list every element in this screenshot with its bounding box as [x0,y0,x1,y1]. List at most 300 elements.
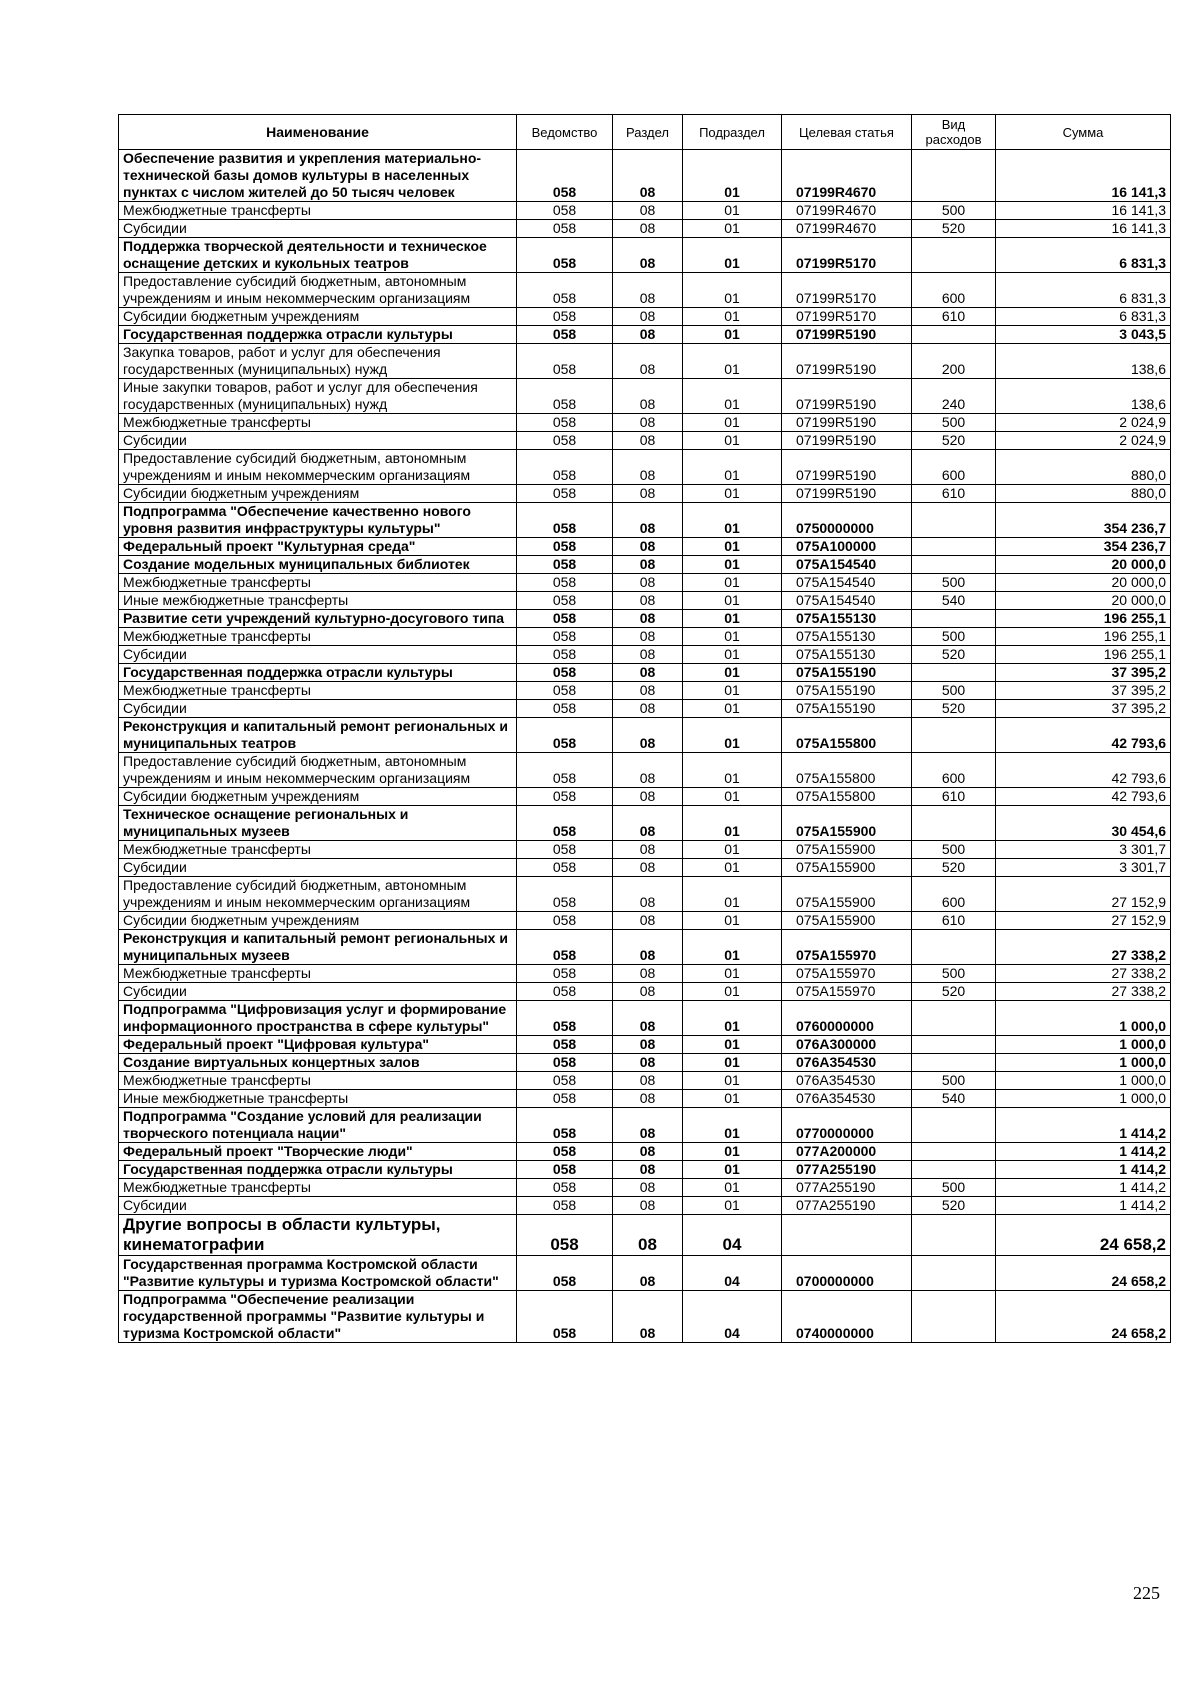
table-row [119,1179,1171,1197]
cell-amount: 1 414,2 [996,1161,1171,1179]
cell-subsection: 04 [683,1256,782,1291]
cell-section: 08 [613,1143,683,1161]
cell-expense-type [912,1143,996,1161]
cell-target-article: 0760000000 [782,1001,912,1036]
cell-target-article: 07199R5190 [782,344,912,379]
cell-subsection: 01 [683,503,782,538]
cell-section: 08 [613,574,683,592]
table-row [119,1215,1171,1256]
cell-target-article: 075A154540 [782,592,912,610]
table-row [119,592,1171,610]
cell-name: Субсидии [119,220,517,238]
cell-name: Создание виртуальных концертных залов [119,1054,517,1072]
cell-department: 058 [517,1072,613,1090]
cell-subsection: 01 [683,664,782,682]
cell-target-article: 07199R5190 [782,432,912,450]
cell-amount: 27 152,9 [996,877,1171,912]
cell-section: 08 [613,592,683,610]
cell-target-article: 076A354530 [782,1072,912,1090]
cell-department: 058 [517,1143,613,1161]
cell-department: 058 [517,1291,613,1343]
cell-department: 058 [517,1108,613,1143]
cell-department: 058 [517,556,613,574]
cell-target-article: 0770000000 [782,1108,912,1143]
cell-department: 058 [517,841,613,859]
cell-section: 08 [613,753,683,788]
table-row [119,379,1171,414]
cell-section: 08 [613,344,683,379]
cell-subsection: 01 [683,273,782,308]
cell-expense-type: 600 [912,877,996,912]
cell-subsection: 01 [683,1036,782,1054]
cell-department: 058 [517,432,613,450]
cell-amount: 24 658,2 [996,1291,1171,1343]
table-row [119,574,1171,592]
cell-expense-type: 610 [912,788,996,806]
cell-amount: 16 141,3 [996,202,1171,220]
table-row [119,1161,1171,1179]
cell-section: 08 [613,983,683,1001]
cell-expense-type: 610 [912,485,996,503]
table-row [119,1291,1171,1343]
cell-subsection: 01 [683,841,782,859]
cell-section: 08 [613,788,683,806]
cell-subsection: 04 [683,1291,782,1343]
cell-subsection: 01 [683,432,782,450]
cell-name: Субсидии бюджетным учреждениям [119,788,517,806]
cell-target-article: 075A155130 [782,646,912,664]
cell-amount: 1 000,0 [996,1036,1171,1054]
cell-expense-type: 500 [912,841,996,859]
table-row [119,877,1171,912]
cell-target-article: 07199R5190 [782,379,912,414]
cell-amount: 20 000,0 [996,592,1171,610]
cell-target-article: 07199R5170 [782,273,912,308]
cell-department: 058 [517,965,613,983]
table-row [119,1054,1171,1072]
cell-department: 058 [517,1215,613,1256]
cell-section: 08 [613,1036,683,1054]
cell-department: 058 [517,877,613,912]
cell-amount: 42 793,6 [996,718,1171,753]
cell-expense-type: 500 [912,682,996,700]
cell-expense-type: 610 [912,912,996,930]
cell-subsection: 01 [683,574,782,592]
cell-name: Межбюджетные трансферты [119,841,517,859]
cell-target-article: 075A155190 [782,664,912,682]
cell-expense-type: 500 [912,414,996,432]
page-number: 225 [1133,1583,1160,1603]
cell-target-article: 07199R5170 [782,238,912,273]
cell-subsection: 01 [683,450,782,485]
cell-amount: 30 454,6 [996,806,1171,841]
cell-name: Субсидии [119,432,517,450]
cell-target-article: 075A155800 [782,753,912,788]
cell-section: 08 [613,414,683,432]
cell-department: 058 [517,1256,613,1291]
cell-expense-type [912,806,996,841]
cell-name: Субсидии бюджетным учреждениям [119,308,517,326]
table-row [119,1090,1171,1108]
header-expense-type: Вид расходов [912,115,996,150]
table-header-row [119,115,1171,150]
cell-target-article: 07199R4670 [782,220,912,238]
cell-section: 08 [613,450,683,485]
cell-department: 058 [517,1161,613,1179]
table-row [119,308,1171,326]
cell-department: 058 [517,503,613,538]
cell-department: 058 [517,1197,613,1215]
cell-target-article: 07199R5190 [782,450,912,485]
table-row [119,538,1171,556]
cell-subsection: 01 [683,308,782,326]
cell-amount: 880,0 [996,450,1171,485]
cell-target-article: 075A155970 [782,930,912,965]
table-row [119,983,1171,1001]
cell-amount: 20 000,0 [996,574,1171,592]
cell-department: 058 [517,202,613,220]
table-row [119,646,1171,664]
cell-department: 058 [517,344,613,379]
table-row [119,718,1171,753]
cell-amount: 196 255,1 [996,628,1171,646]
cell-expense-type: 500 [912,202,996,220]
cell-amount: 42 793,6 [996,753,1171,788]
cell-section: 08 [613,1291,683,1343]
cell-expense-type [912,1291,996,1343]
cell-target-article: 075A155900 [782,877,912,912]
cell-subsection: 01 [683,1161,782,1179]
table-row [119,753,1171,788]
cell-target-article: 075A154540 [782,556,912,574]
cell-section: 08 [613,1001,683,1036]
cell-section: 08 [613,432,683,450]
cell-target-article: 075A155900 [782,912,912,930]
cell-amount: 138,6 [996,344,1171,379]
cell-subsection: 01 [683,556,782,574]
cell-amount: 2 024,9 [996,414,1171,432]
table-row [119,503,1171,538]
table-row [119,450,1171,485]
cell-subsection: 01 [683,610,782,628]
table-row [119,841,1171,859]
cell-section: 08 [613,664,683,682]
cell-amount: 138,6 [996,379,1171,414]
cell-section: 08 [613,841,683,859]
cell-name: Закупка товаров, работ и услуг для обеспечения государственных (муниципальных) нужд [119,344,517,379]
cell-target-article: 0740000000 [782,1291,912,1343]
cell-expense-type [912,1108,996,1143]
cell-department: 058 [517,718,613,753]
cell-amount: 3 301,7 [996,841,1171,859]
cell-target-article: 075A155130 [782,628,912,646]
cell-subsection: 01 [683,859,782,877]
cell-section: 08 [613,628,683,646]
cell-department: 058 [517,859,613,877]
cell-department: 058 [517,753,613,788]
cell-amount: 20 000,0 [996,556,1171,574]
cell-target-article: 075A155970 [782,965,912,983]
header-name: Наименование [119,115,517,150]
cell-amount: 6 831,3 [996,273,1171,308]
cell-target-article: 075A100000 [782,538,912,556]
table-row [119,202,1171,220]
cell-department: 058 [517,273,613,308]
cell-subsection: 01 [683,1143,782,1161]
cell-section: 08 [613,1108,683,1143]
table-row [119,1001,1171,1036]
table-row [119,238,1171,273]
cell-subsection: 01 [683,718,782,753]
cell-amount: 37 395,2 [996,682,1171,700]
cell-amount: 37 395,2 [996,664,1171,682]
table-row [119,556,1171,574]
cell-name: Межбюджетные трансферты [119,574,517,592]
cell-subsection: 01 [683,912,782,930]
cell-name: Государственная программа Костромской области "Развитие культуры и туризма Костромской области" [119,1256,517,1291]
cell-expense-type [912,538,996,556]
cell-name: Предоставление субсидий бюджетным, автономным учреждениям и иным некоммерческим организациям [119,273,517,308]
header-amount: Сумма [996,115,1171,150]
cell-amount: 6 831,3 [996,308,1171,326]
cell-amount: 24 658,2 [996,1215,1171,1256]
cell-section: 08 [613,379,683,414]
cell-section: 08 [613,859,683,877]
cell-department: 058 [517,682,613,700]
cell-target-article: 0700000000 [782,1256,912,1291]
cell-target-article: 075A155800 [782,788,912,806]
cell-department: 058 [517,1036,613,1054]
cell-amount: 1 414,2 [996,1108,1171,1143]
cell-amount: 880,0 [996,485,1171,503]
table-row [119,930,1171,965]
cell-subsection: 01 [683,485,782,503]
cell-expense-type [912,503,996,538]
cell-section: 08 [613,682,683,700]
cell-target-article: 07199R5190 [782,414,912,432]
cell-amount: 1 000,0 [996,1001,1171,1036]
cell-expense-type [912,326,996,344]
cell-department: 058 [517,485,613,503]
cell-expense-type: 500 [912,965,996,983]
cell-target-article: 076A354530 [782,1090,912,1108]
cell-department: 058 [517,912,613,930]
cell-amount: 3 043,5 [996,326,1171,344]
budget-table [118,114,1171,1343]
cell-name: Государственная поддержка отрасли культуры [119,664,517,682]
cell-subsection: 01 [683,1072,782,1090]
cell-department: 058 [517,238,613,273]
cell-target-article: 075A155970 [782,983,912,1001]
cell-target-article: 075A155900 [782,841,912,859]
cell-expense-type: 520 [912,859,996,877]
cell-name: Федеральный проект "Творческие люди" [119,1143,517,1161]
cell-department: 058 [517,930,613,965]
cell-amount: 196 255,1 [996,610,1171,628]
cell-name: Предоставление субсидий бюджетным, автономным учреждениям и иным некоммерческим организациям [119,450,517,485]
cell-department: 058 [517,646,613,664]
cell-amount: 16 141,3 [996,150,1171,202]
cell-expense-type [912,1054,996,1072]
cell-subsection: 01 [683,238,782,273]
cell-target-article: 075A155190 [782,700,912,718]
cell-expense-type [912,556,996,574]
cell-subsection: 01 [683,628,782,646]
cell-name: Создание модельных муниципальных библиотек [119,556,517,574]
cell-expense-type [912,930,996,965]
cell-department: 058 [517,700,613,718]
cell-name: Государственная поддержка отрасли культуры [119,326,517,344]
table-row [119,610,1171,628]
cell-target-article: 075A155190 [782,682,912,700]
cell-section: 08 [613,1090,683,1108]
cell-subsection: 01 [683,1179,782,1197]
table-row [119,965,1171,983]
header-department: Ведомство [517,115,613,150]
table-row [119,485,1171,503]
cell-expense-type: 500 [912,628,996,646]
cell-amount: 196 255,1 [996,646,1171,664]
cell-subsection: 01 [683,150,782,202]
cell-section: 08 [613,202,683,220]
cell-name: Техническое оснащение региональных и муниципальных музеев [119,806,517,841]
cell-name: Обеспечение развития и укрепления материально-технической базы домов культуры в населенных пунктах с числом жителей до 50 тысяч человек [119,150,517,202]
cell-amount: 1 414,2 [996,1143,1171,1161]
cell-subsection: 01 [683,344,782,379]
cell-section: 08 [613,1161,683,1179]
cell-expense-type: 600 [912,450,996,485]
cell-name: Межбюджетные трансферты [119,1072,517,1090]
cell-target-article: 077A200000 [782,1143,912,1161]
header-target-article: Целевая статья [782,115,912,150]
table-row [119,1197,1171,1215]
cell-expense-type: 520 [912,983,996,1001]
cell-subsection: 01 [683,379,782,414]
table-row [119,344,1171,379]
cell-amount: 6 831,3 [996,238,1171,273]
cell-target-article: 075A155130 [782,610,912,628]
table-row [119,806,1171,841]
cell-name: Подпрограмма "Создание условий для реализации творческого потенциала нации" [119,1108,517,1143]
cell-amount: 2 024,9 [996,432,1171,450]
cell-amount: 1 000,0 [996,1054,1171,1072]
cell-subsection: 01 [683,965,782,983]
cell-amount: 354 236,7 [996,503,1171,538]
cell-section: 08 [613,308,683,326]
table-row [119,1143,1171,1161]
cell-section: 08 [613,1197,683,1215]
cell-name: Предоставление субсидий бюджетным, автономным учреждениям и иным некоммерческим организациям [119,753,517,788]
cell-department: 058 [517,538,613,556]
cell-amount: 37 395,2 [996,700,1171,718]
cell-amount: 42 793,6 [996,788,1171,806]
cell-expense-type: 520 [912,1197,996,1215]
cell-target-article: 076A300000 [782,1036,912,1054]
cell-name: Реконструкция и капитальный ремонт региональных и муниципальных музеев [119,930,517,965]
cell-name: Межбюджетные трансферты [119,628,517,646]
cell-subsection: 01 [683,1054,782,1072]
table-row [119,1108,1171,1143]
cell-amount: 27 152,9 [996,912,1171,930]
cell-name: Межбюджетные трансферты [119,965,517,983]
cell-expense-type: 540 [912,592,996,610]
cell-subsection: 01 [683,202,782,220]
cell-section: 08 [613,326,683,344]
cell-target-article: 075A155900 [782,859,912,877]
cell-amount: 354 236,7 [996,538,1171,556]
cell-section: 08 [613,1256,683,1291]
cell-section: 08 [613,238,683,273]
cell-name: Субсидии [119,646,517,664]
cell-name: Межбюджетные трансферты [119,1179,517,1197]
cell-subsection: 01 [683,220,782,238]
cell-department: 058 [517,628,613,646]
cell-target-article: 07199R5170 [782,308,912,326]
cell-department: 058 [517,806,613,841]
cell-section: 08 [613,965,683,983]
cell-target-article [782,1215,912,1256]
cell-name: Подпрограмма "Обеспечение качественно нового уровня развития инфраструктуры культуры" [119,503,517,538]
cell-expense-type [912,610,996,628]
cell-name: Межбюджетные трансферты [119,414,517,432]
table-row [119,432,1171,450]
table-row [119,150,1171,202]
cell-subsection: 01 [683,1090,782,1108]
table-row [119,682,1171,700]
cell-section: 08 [613,538,683,556]
cell-department: 058 [517,150,613,202]
cell-section: 08 [613,610,683,628]
cell-amount: 1 414,2 [996,1179,1171,1197]
cell-target-article: 077A255190 [782,1179,912,1197]
cell-target-article: 075A155900 [782,806,912,841]
cell-subsection: 01 [683,930,782,965]
table-row [119,788,1171,806]
cell-expense-type [912,1036,996,1054]
cell-department: 058 [517,574,613,592]
cell-subsection: 01 [683,414,782,432]
cell-target-article: 075A155800 [782,718,912,753]
cell-name: Подпрограмма "Цифровизация услуг и формирование информационного пространства в сфере культуры" [119,1001,517,1036]
header-subsection: Подраздел [683,115,782,150]
cell-department: 058 [517,983,613,1001]
table-row [119,1072,1171,1090]
cell-department: 058 [517,379,613,414]
cell-section: 08 [613,718,683,753]
cell-subsection: 01 [683,753,782,788]
cell-department: 058 [517,1090,613,1108]
table-row [119,220,1171,238]
cell-expense-type [912,1215,996,1256]
cell-subsection: 01 [683,700,782,718]
cell-name: Межбюджетные трансферты [119,682,517,700]
cell-amount: 16 141,3 [996,220,1171,238]
cell-amount: 3 301,7 [996,859,1171,877]
cell-expense-type [912,1001,996,1036]
cell-subsection: 01 [683,1108,782,1143]
cell-section: 08 [613,1072,683,1090]
cell-section: 08 [613,646,683,664]
cell-target-article: 0750000000 [782,503,912,538]
table-row [119,414,1171,432]
cell-subsection: 01 [683,1197,782,1215]
cell-subsection: 01 [683,788,782,806]
cell-subsection: 01 [683,646,782,664]
table-row [119,1036,1171,1054]
cell-section: 08 [613,912,683,930]
cell-department: 058 [517,664,613,682]
cell-expense-type: 200 [912,344,996,379]
